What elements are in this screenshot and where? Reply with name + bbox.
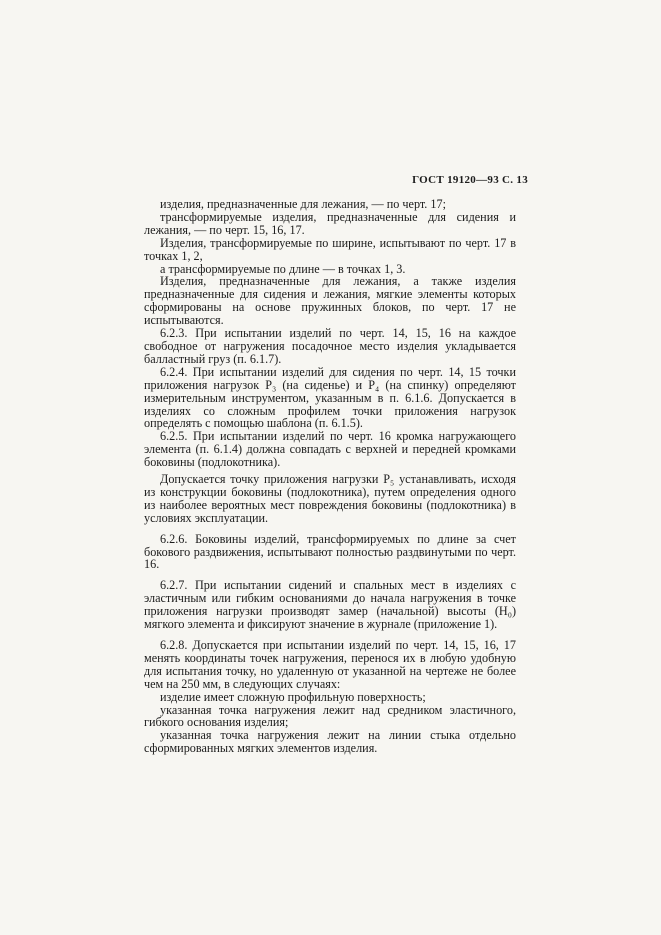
paragraph: 6.2.3. При испытании изделий по черт. 14, 15, 16 на каждое свободное от нагружения посадочное место изделия укладывается балластный груз (п. 6.1.7).	[144, 326, 516, 366]
paragraph: 6.2.5. При испытании изделий по черт. 16 кромка нагружающего элемента (п. 6.1.4) должна совпадать с верхней и передней кромками боковины (подлокотника).	[144, 429, 516, 470]
paragraph: трансформируемые изделия, предназначенные для сидения и лежания, — по черт. 15, 16, 17.	[144, 209, 516, 237]
paragraph: указанная точка нагружения лежит над средником эластичного, гибкого основания изделия;	[144, 702, 516, 730]
page-header: ГОСТ 19120—93 С. 13	[412, 174, 528, 186]
paragraph: 6.2.8. Допускается при испытании изделий по черт. 14, 15, 16, 17 менять координаты точек нагружения, перенося их в любую удобную для испытания точку, но удаленную от указанной на чертеже не более чем на 250 мм, в следующих случаях:	[144, 638, 516, 691]
paragraph: 6.2.7. При испытании сидений и спальных мест в изделиях с эластичным или гибким основаниями до начала нагружения в точке приложения нагрузки производят замер (начальной) высоты (H₀) мягкого элемента и фиксируют значение в журнале (приложение 1).	[144, 578, 516, 632]
paragraph: Допускается точку приложения нагрузки P₅ устанавливать, исходя из конструкции боковины (подлокотника), путем определения одного из наиболее вероятных мест повреждения боковины (подлокотника) в условиях эксплуатации.	[144, 472, 516, 525]
document-body	[144, 198, 516, 755]
paragraph: 6.2.6. Боковины изделий, трансформируемых по длине за счет бокового раздвижения, испытывают полностью раздвинутыми по черт. 16.	[144, 531, 516, 572]
paragraph: изделия, предназначенные для лежания, — по черт. 17;	[160, 197, 446, 211]
paragraph: а трансформируемые по длине — в точках 1, 3.	[160, 261, 406, 276]
paragraph: указанная точка нагружения лежит на линии стыка отдельно сформированных мягких элементов изделия.	[144, 728, 516, 756]
paragraph: изделие имеет сложную профильную поверхность;	[160, 689, 426, 704]
paragraph: 6.2.4. При испытании изделий для сидения по черт. 14, 15 точки приложения нагрузок P₃ (на сиденье) и P₄ (на спинку) определяют измерительным инструментом, указанным в п. 6.1.6. Допускается в изделиях со сложным профилем точки приложения нагрузок определять с помощью шаблона (п. 6.1.5).	[144, 364, 516, 431]
paragraph: Изделия, трансформируемые по ширине, испытывают по черт. 17 в точках 1, 2,	[144, 235, 516, 263]
paragraph: Изделия, предназначенные для лежания, а также изделия предназначенные для сидения и лежания, мягкие элементы которых сформированы на основе пружинных блоков, по черт. 17 не испытываются.	[144, 274, 516, 328]
